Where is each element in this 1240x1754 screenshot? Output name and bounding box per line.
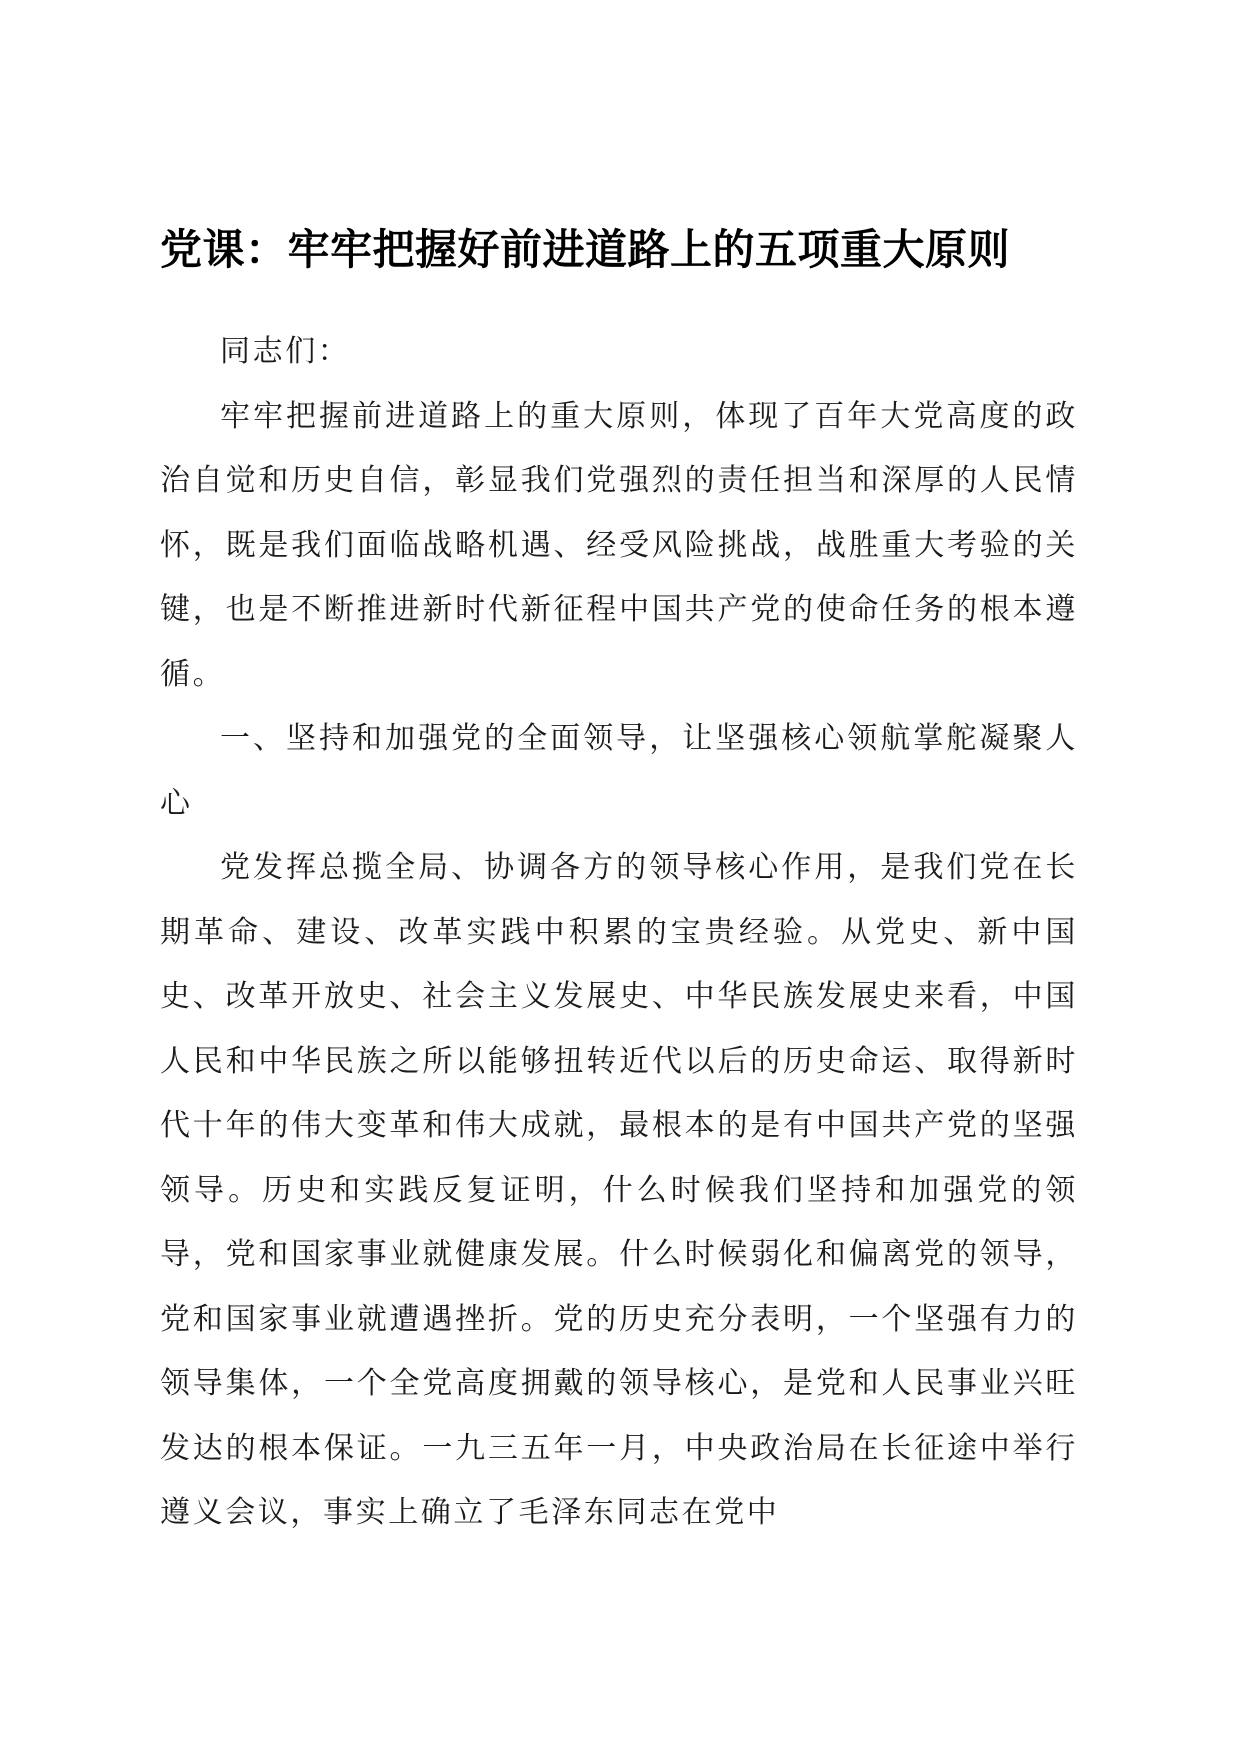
document-body [160, 320, 1078, 1546]
document-title: 党课：牢牢把握好前进道路上的五项重大原则 [160, 225, 1011, 274]
section-heading-1: 一、坚持和加强党的全面领导，让坚强核心领航掌舵凝聚人心 [160, 721, 1078, 821]
paragraph-intro: 牢牢把握前进道路上的重大原则，体现了百年大党高度的政治自觉和历史自信，彰显我们党强烈的责任担当和深厚的人民情怀，既是我们面临战略机遇、经受风险挑战，战胜重大考验的关键，也是不断推进新时代新征程中国共产党的使命任务的根本遵循。 [160, 398, 1078, 692]
document-content [160, 222, 1078, 1546]
salutation: 同志们： [220, 334, 351, 369]
paragraph-section-1: 党发挥总揽全局、协调各方的领导核心作用，是我们党在长期革命、建设、改革实践中积累的宝贵经验。从党史、新中国史、改革开放史、社会主义发展史、中华民族发展史来看，中国人民和中华民族之所以能够扭转近代以后的历史命运、取得新时代十年的伟大变革和伟大成就，最根本的是有中国共产党的坚强领导。历史和实践反复证明，什么时候我们坚持和加强党的领导，党和国家事业就健康发展。什么时候弱化和偏离党的领导，党和国家事业就遭遇挫折。党的历史充分表明，一个坚强有力的领导集体，一个全党高度拥戴的领导核心，是党和人民事业兴旺发达的根本保证。一九三五年一月，中央政治局在长征途中举行遵义会议，事实上确立了毛泽东同志在党中 [160, 850, 1078, 1530]
